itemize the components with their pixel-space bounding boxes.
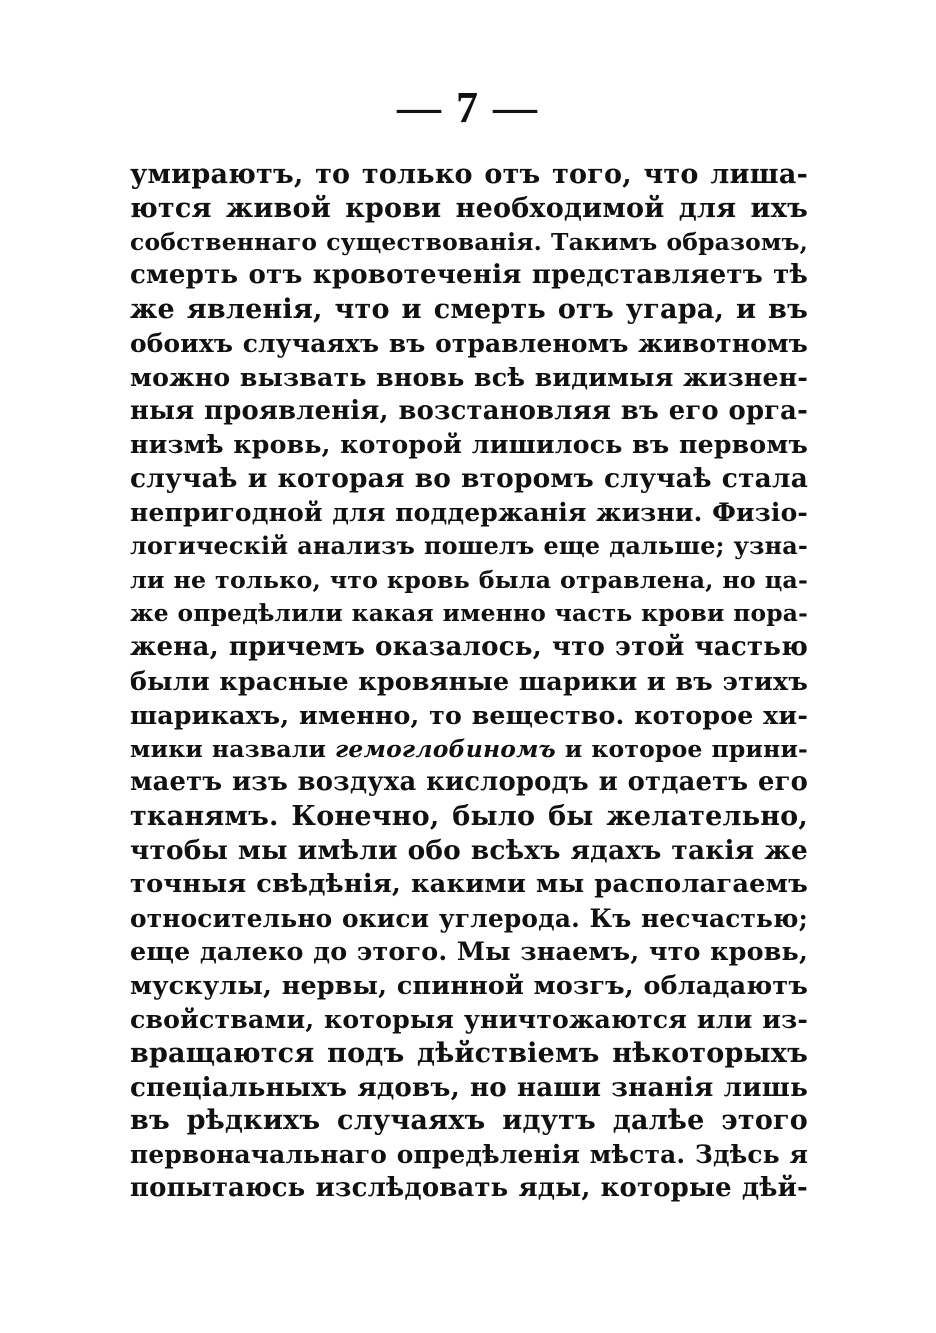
page-number: — 7 — xyxy=(397,83,539,132)
text-line: точныя свѣдѣнія, какими мы располагаемъ xyxy=(130,868,808,899)
text-line: умираютъ, то только отъ того, что лиша- xyxy=(130,159,808,190)
text-line: вращаются подъ дѣйствіемъ нѣкоторыхъ xyxy=(130,1037,808,1069)
text-line: свойствами, которыя уничтожаются или из- xyxy=(130,1003,808,1034)
text-line: маетъ изъ воздуха кислородъ и отдаетъ его xyxy=(130,767,808,798)
text-line: непригодной для поддержанія жизни. Физіо- xyxy=(130,497,808,527)
text-line: жена, причемъ оказалось, что этой частью xyxy=(130,632,808,663)
text-line: смерть отъ кровотеченія представляетъ тѣ xyxy=(130,260,808,291)
text-line: ются живой крови необходимой для ихъ xyxy=(130,192,808,224)
text-line: мускулы, нервы, спинной мозгъ, обладаютъ xyxy=(130,970,808,1001)
text-line: относительно окиси углерода. Къ несчастью; xyxy=(130,903,808,933)
text-line: случаѣ и которая во второмъ случаѣ стала xyxy=(130,463,808,495)
text-line: можно вызвать вновь всѣ видимыя жизнен- xyxy=(130,361,808,392)
text-line: обоихъ случаяхъ въ отравленомъ животномъ xyxy=(130,328,808,358)
text-line: чтобы мы имѣли обо всѣхъ ядахъ такія же xyxy=(130,834,808,866)
text-line: же явленія, что и смерть отъ угара, и въ xyxy=(130,294,808,326)
text-line: логическій анализъ пошелъ еще дальше; узна- xyxy=(130,531,808,560)
text-line: собственнаго существованія. Такимъ образомъ, xyxy=(130,227,808,256)
text-line: спеціальныхъ ядовъ, но наши знанія лишь xyxy=(130,1071,808,1103)
text-line: шарикахъ, именно, то вещество. которое хи- xyxy=(130,699,808,730)
text-line: первоначальнаго опредѣленія мѣста. Здѣсь я xyxy=(130,1140,808,1170)
text-line: тканямъ. Конечно, было бы желательно, xyxy=(130,801,808,833)
text-line: же опредѣлили какая именно часть крови пора- xyxy=(130,599,808,628)
text-line: мики назвали гемоглобиномъ и которое прини- xyxy=(130,734,808,763)
text-line: еще далеко до этого. Мы знаемъ, что кровь, xyxy=(130,936,808,967)
text-line: были красные кровяные шарики и въ этихъ xyxy=(130,665,808,696)
text-line: въ рѣдкихъ случаяхъ идутъ далѣе этого xyxy=(130,1105,808,1137)
text-line: попытаюсь изслѣдовать яды, которые дѣй- xyxy=(130,1172,808,1203)
text-line: ныя проявленія, возстановляя въ его орга- xyxy=(130,395,808,426)
text-line: ли не только, что кровь была отравлена, но ца- xyxy=(130,565,808,594)
italic-term: гемоглобиномъ xyxy=(335,734,556,763)
body-text xyxy=(130,158,808,1206)
text-line: низмѣ кровь, которой лишилось въ первомъ xyxy=(130,429,808,460)
